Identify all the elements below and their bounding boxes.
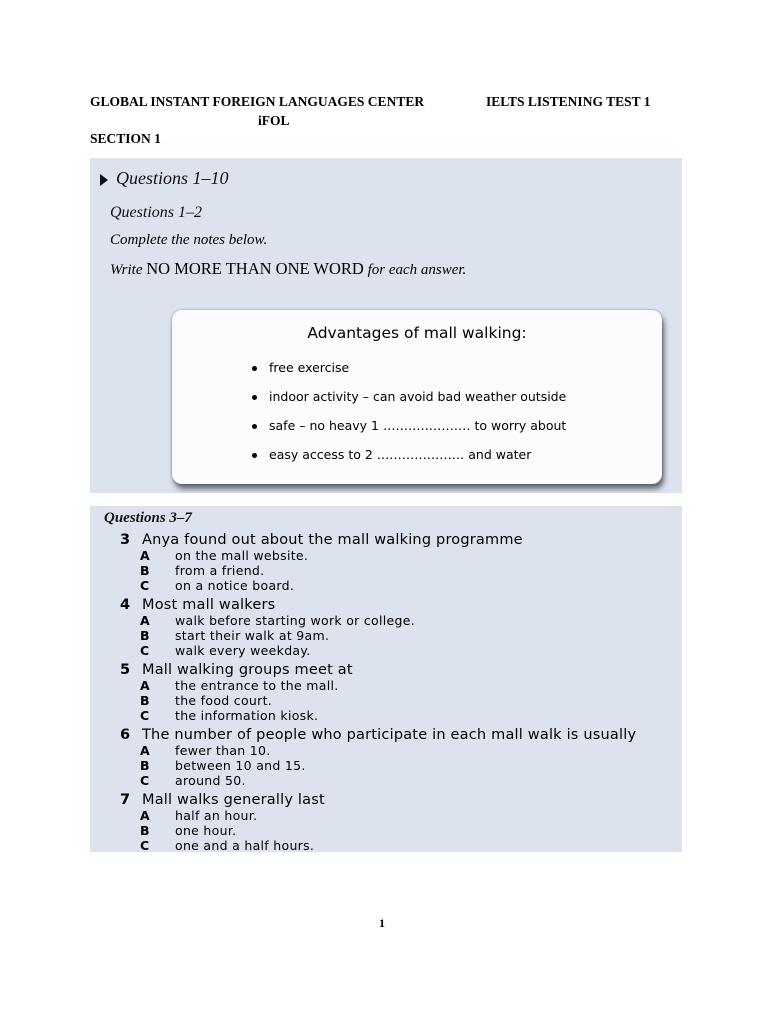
option-a[interactable]: A on the mall website. bbox=[140, 548, 309, 563]
sub-heading: Questions 1–2 bbox=[110, 204, 202, 221]
questions-3-7-panel bbox=[90, 506, 682, 852]
main-heading bbox=[100, 168, 229, 189]
question-text: 6 The number of people who participate in each mall walk is usually bbox=[120, 727, 637, 743]
test-title: IELTS LISTENING TEST 1 bbox=[486, 94, 651, 109]
question-text: 3 Anya found out about the mall walking programme bbox=[120, 532, 523, 548]
bullet-icon bbox=[252, 366, 257, 371]
section-label: SECTION 1 bbox=[90, 131, 161, 146]
option-a[interactable]: A the entrance to the mall. bbox=[140, 678, 339, 693]
questions-3-7-heading: Questions 3–7 bbox=[104, 510, 192, 526]
note-item: easy access to 2 ………………… and water bbox=[252, 447, 531, 462]
main-heading-text: Questions 1–10 bbox=[116, 168, 229, 188]
notes-box bbox=[172, 310, 662, 484]
option-c[interactable]: C around 50. bbox=[140, 773, 246, 788]
option-a[interactable]: A half an hour. bbox=[140, 808, 258, 823]
option-c[interactable]: C walk every weekday. bbox=[140, 643, 311, 658]
question-text: 5 Mall walking groups meet at bbox=[120, 662, 353, 678]
option-b[interactable]: B the food court. bbox=[140, 693, 273, 708]
note-item: free exercise bbox=[252, 360, 349, 375]
question-text: 7 Mall walks generally last bbox=[120, 792, 325, 808]
questions-1-2-panel bbox=[90, 158, 682, 493]
option-a[interactable]: A fewer than 10. bbox=[140, 743, 271, 758]
option-b[interactable]: B between 10 and 15. bbox=[140, 758, 306, 773]
option-b[interactable]: B start their walk at 9am. bbox=[140, 628, 330, 643]
note-item: safe – no heavy 1 ………………… to worry about bbox=[252, 418, 566, 433]
option-c[interactable]: C on a notice board. bbox=[140, 578, 295, 593]
center-name: GLOBAL INSTANT FOREIGN LANGUAGES CENTER bbox=[90, 94, 425, 109]
bullet-icon bbox=[252, 395, 257, 400]
bullet-icon bbox=[252, 424, 257, 429]
notes-title: Advantages of mall walking: bbox=[307, 324, 527, 342]
bullet-icon bbox=[252, 453, 257, 458]
option-a[interactable]: A walk before starting work or college. bbox=[140, 613, 416, 628]
instruction-complete: Complete the notes below. bbox=[110, 232, 268, 248]
instruction-word-limit bbox=[110, 259, 466, 279]
option-c[interactable]: C the information kiosk. bbox=[140, 708, 319, 723]
instruction-bold: NO MORE THAN ONE WORD bbox=[146, 259, 364, 278]
instruction-pre: Write bbox=[110, 262, 147, 278]
instruction-post: for each answer. bbox=[363, 262, 467, 278]
triangle-marker-icon bbox=[100, 174, 108, 186]
question-text: 4 Most mall walkers bbox=[120, 597, 276, 613]
option-b[interactable]: B from a friend. bbox=[140, 563, 265, 578]
center-abbrev: iFOL bbox=[258, 113, 290, 128]
option-c[interactable]: C one and a half hours. bbox=[140, 838, 315, 853]
note-item: indoor activity – can avoid bad weather outside bbox=[252, 389, 566, 404]
option-b[interactable]: B one hour. bbox=[140, 823, 237, 838]
page-number: 1 bbox=[379, 916, 385, 930]
